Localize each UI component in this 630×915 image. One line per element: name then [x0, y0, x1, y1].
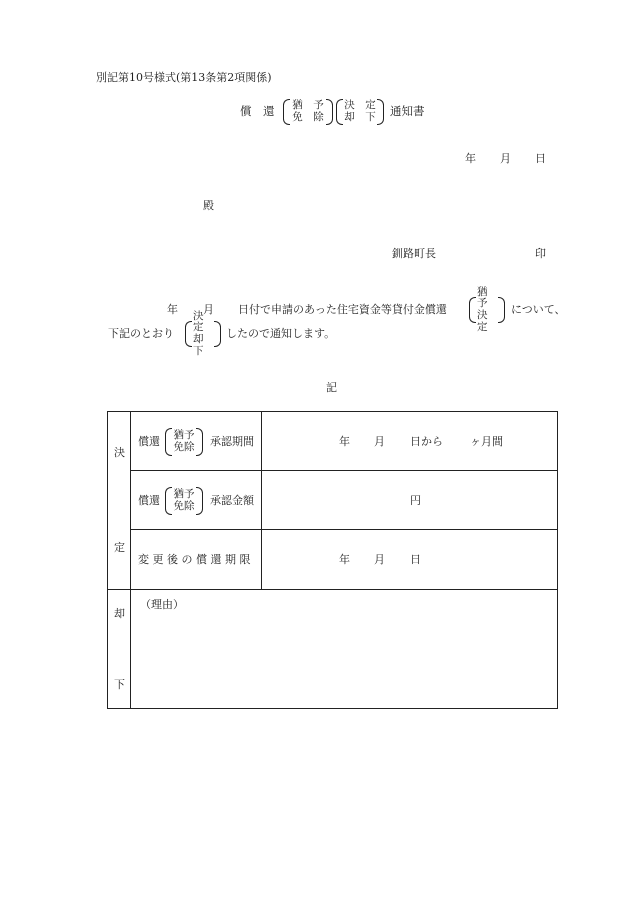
side-label-decide-1: 決 — [114, 446, 125, 459]
table-row-divider — [107, 589, 557, 590]
row1-from: 日から — [410, 435, 443, 448]
body-bracket-line2: 却下 — [193, 333, 204, 357]
table-col-divider — [130, 411, 131, 709]
row1-bracket-line1: 猶予 — [173, 429, 195, 442]
body-bracket-line1: 決定 — [193, 309, 204, 334]
date-day-label: 日 — [535, 152, 546, 165]
body-line2-end: したので通知します。 — [226, 327, 336, 340]
row1-year: 年 — [339, 435, 350, 448]
title-bracket-decide-reject — [337, 98, 383, 126]
table-row-divider — [130, 529, 557, 530]
body-bracket-decide-reject — [186, 309, 220, 357]
row1-label-bracket — [166, 427, 202, 457]
body-line1-text: 日付で申請のあった住宅資金等貸付金償還 — [238, 303, 447, 316]
body-line2-start: 下記のとおり — [108, 327, 174, 340]
side-label-reject-2: 下 — [114, 678, 125, 691]
addressee-honorific: 殿 — [203, 199, 214, 212]
body-month-label: 月 — [203, 303, 214, 316]
body-line1-end: について、 — [511, 303, 566, 316]
row1-label-pre: 償還 — [138, 435, 160, 448]
title-bracket-line2: 却 下 — [344, 111, 376, 123]
row2-label-post: 承認金額 — [210, 494, 254, 507]
row2-label-pre: 償還 — [138, 494, 160, 507]
body-bracket-line1: 猶予 — [477, 285, 488, 310]
body-year-label: 年 — [167, 303, 178, 316]
date-month-label: 月 — [500, 152, 511, 165]
row3-month: 月 — [374, 553, 385, 566]
body-bracket-defer-decide — [470, 285, 504, 333]
table-col-divider — [261, 411, 262, 589]
row2-bracket-line2: 免除 — [173, 500, 195, 512]
issuer-name: 釧路町長 — [392, 247, 436, 260]
row2-label-bracket — [166, 486, 202, 516]
title-bracket-line1: 決 定 — [344, 99, 376, 112]
side-label-decide-2: 定 — [114, 541, 125, 554]
title-bracket-line2: 免 除 — [292, 111, 324, 123]
side-label-reject-1: 却 — [114, 607, 125, 620]
title-bracket-line1: 猶 予 — [292, 99, 324, 112]
row3-label: 変 更 後 の 償 還 期 限 — [138, 553, 251, 566]
seal-mark: 印 — [535, 247, 546, 260]
form-number-note: 別記第10号様式(第13条第2項関係) — [96, 71, 272, 84]
title-prefix: 償 還 — [240, 104, 275, 118]
row2-yen: 円 — [410, 494, 421, 507]
row1-bracket-line2: 免除 — [173, 441, 195, 453]
table-row-divider — [130, 470, 557, 471]
row2-bracket-line1: 猶予 — [173, 488, 195, 501]
title-bracket-defer-exempt — [284, 98, 332, 126]
row3-day: 日 — [410, 553, 421, 566]
row3-year: 年 — [339, 553, 350, 566]
row1-label-post: 承認期間 — [210, 435, 254, 448]
title-suffix: 通知書 — [390, 104, 425, 118]
ki-heading: 記 — [326, 381, 337, 394]
date-year-label: 年 — [465, 152, 476, 165]
row1-period: ヶ月間 — [470, 435, 503, 448]
body-bracket-line2: 決定 — [477, 309, 488, 333]
row1-month: 月 — [374, 435, 385, 448]
reason-label: （理由） — [140, 598, 184, 611]
